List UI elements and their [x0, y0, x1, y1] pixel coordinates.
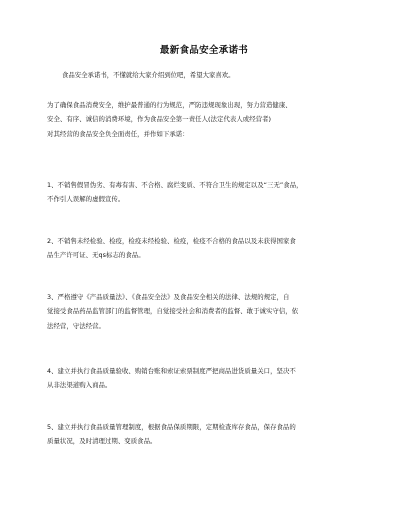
paragraph-item-4	[47, 364, 369, 393]
paragraph-line: 质量状况，及时清理过期、变质食品。	[47, 437, 157, 446]
paragraph-line: 不作引人误解的虚假宣传。	[47, 195, 125, 204]
paragraph-item-3	[47, 290, 369, 333]
intro-line: 食品安全承诺书，不懂就给大家介绍到位吧，希望大家喜欢。	[62, 71, 235, 79]
paragraph-line: 1、不销售假冒伪劣、有毒有害、不合格、腐烂变质、不符合卫生的规定以及“三无”食品，	[47, 181, 303, 189]
paragraph-line: 品生产许可证、无qs标志的食品。	[47, 251, 145, 260]
paragraph-item-5	[47, 420, 369, 449]
paragraph-line: 从非法渠道购入商品。	[47, 381, 112, 390]
paragraph-line: 法经营，守法经营。	[47, 321, 105, 330]
paragraph-item-1	[47, 178, 369, 207]
document-title: 最新食品安全承诺书	[159, 45, 249, 56]
paragraph-line: 3、严格遵守《产品质量法》、《食品安全法》及食品安全相关的法律、法规的规定，自	[47, 293, 290, 301]
paragraph-line: 5、建立并执行食品质量管理制度，根据食品保质期限，定期检查库存食品，保存食品的	[47, 423, 296, 431]
paragraph-line: 4、建立并执行食品质量验收、购销台账和索证索票制度严把商品进货质量关口，坚决不	[47, 367, 296, 375]
paragraph-preamble	[47, 98, 369, 141]
paragraph-line: 安全、有序、诚信的消费环境，作为食品安全第一责任人(法定代表人或经营者)	[47, 115, 272, 124]
paragraph-line: 2、不销售未经检验、检疫，检疫未经检验、检疫，检疫不合格的食品以及未获得国家食	[47, 237, 296, 245]
paragraph-line: 对其经营的食品安全负全面责任，并作如下承诺：	[47, 129, 189, 138]
paragraph-line: 觉接受食品药品监管部门的监督管理，自觉接受社会和消费者的监督、敢于诚实守信，依	[47, 307, 299, 316]
paragraph-item-2	[47, 234, 369, 263]
paragraph-line: 为了确保食品消费安全，维护最普通的行为规范，严防违规现象出现，努力营造健康、	[47, 101, 292, 109]
